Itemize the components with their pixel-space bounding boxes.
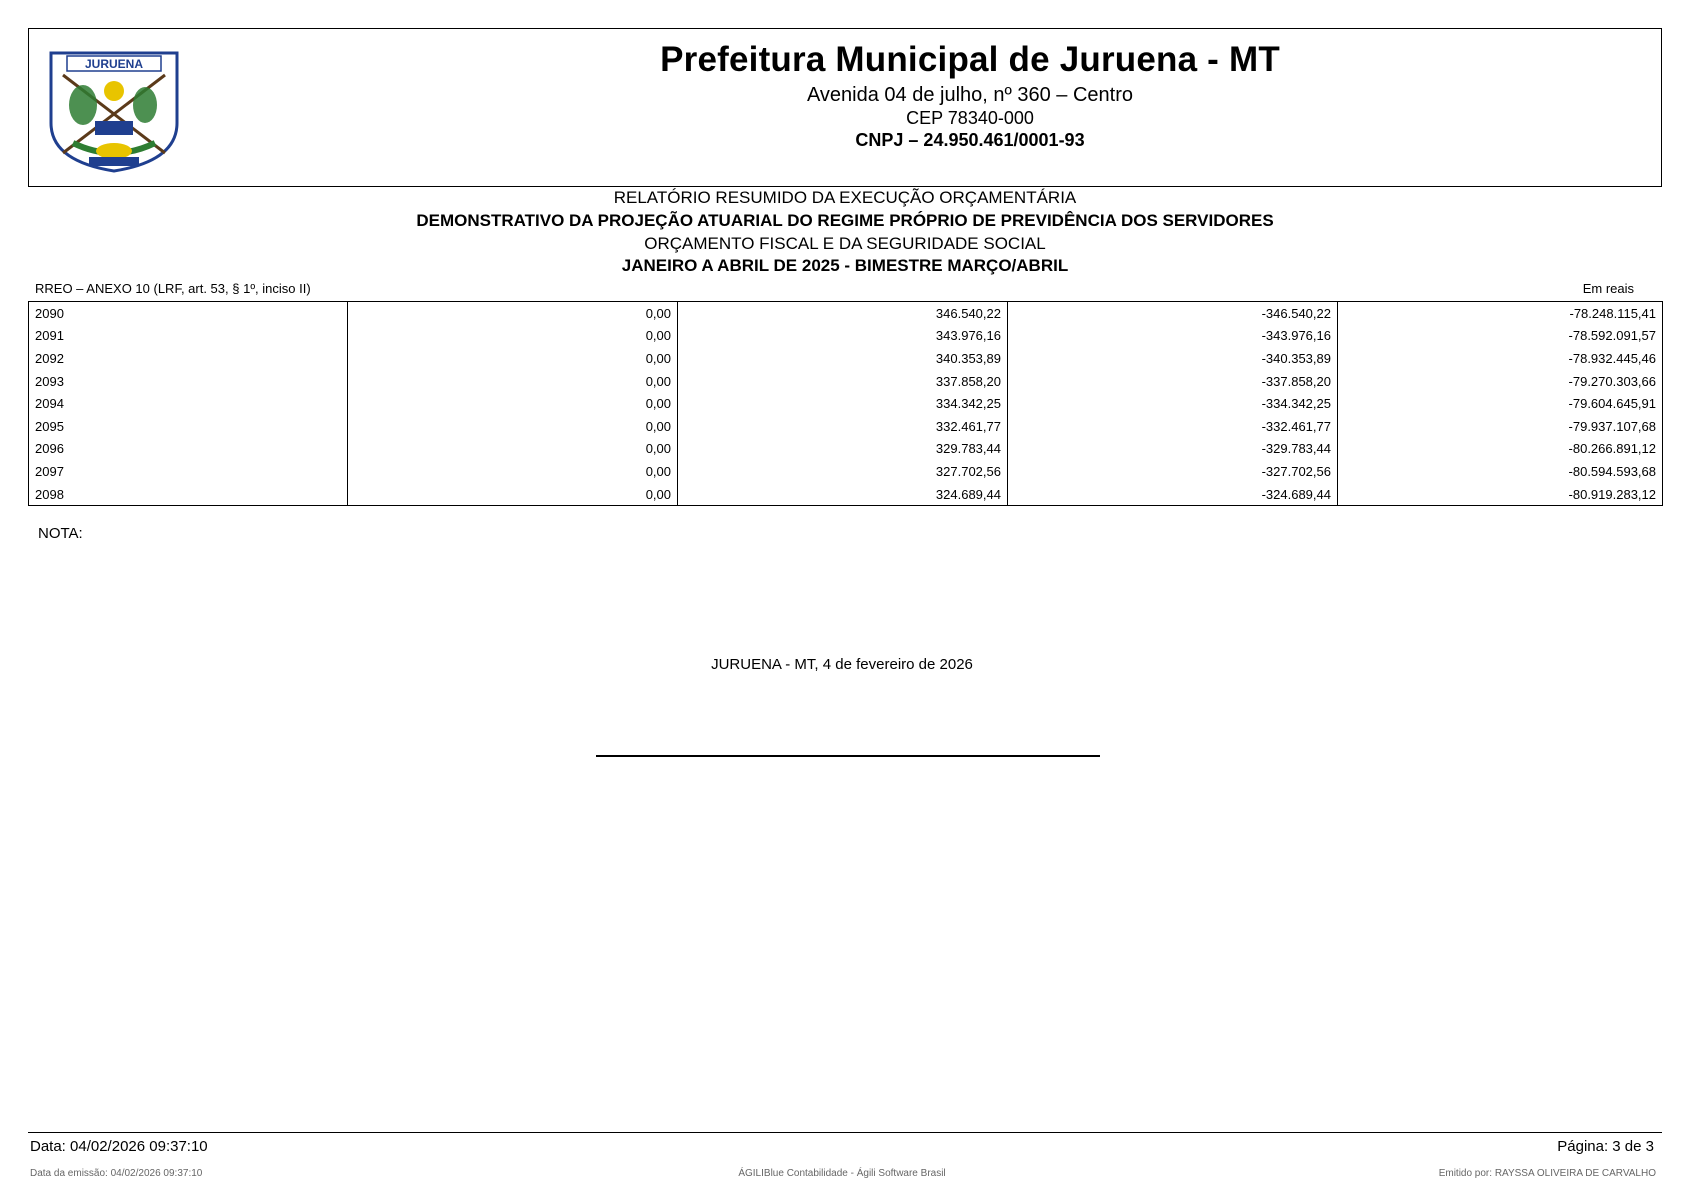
footer-divider bbox=[28, 1132, 1662, 1133]
value-cell: -337.858,20 bbox=[1008, 370, 1338, 393]
value-cell: 346.540,22 bbox=[678, 302, 1008, 325]
value-cell: 327.702,56 bbox=[678, 460, 1008, 483]
org-cnpj: CNPJ – 24.950.461/0001-93 bbox=[855, 130, 1085, 150]
issued-by: Emitido por: RAYSSA OLIVEIRA DE CARVALHO bbox=[1438, 1168, 1656, 1179]
software-credit: ÁGILIBlue Contabilidade - Ágili Software Brasil bbox=[738, 1168, 946, 1179]
value-cell: 0,00 bbox=[348, 370, 678, 393]
year-cell: 2092 bbox=[29, 347, 348, 370]
projection-table bbox=[28, 301, 1663, 506]
footer-date: Data: 04/02/2026 09:37:10 bbox=[30, 1138, 208, 1155]
value-cell: -80.919.283,12 bbox=[1338, 483, 1663, 506]
budget-scope: ORÇAMENTO FISCAL E DA SEGURIDADE SOCIAL bbox=[644, 234, 1046, 253]
value-cell: -78.932.445,46 bbox=[1338, 347, 1663, 370]
org-cep: CEP 78340-000 bbox=[906, 108, 1034, 128]
signature-line bbox=[596, 755, 1100, 757]
value-cell: -79.604.645,91 bbox=[1338, 392, 1663, 415]
value-cell: 343.976,16 bbox=[678, 325, 1008, 348]
value-cell: 0,00 bbox=[348, 415, 678, 438]
value-cell: -343.976,16 bbox=[1008, 325, 1338, 348]
table-row bbox=[29, 483, 1663, 506]
value-cell: 332.461,77 bbox=[678, 415, 1008, 438]
year-cell: 2094 bbox=[29, 392, 348, 415]
value-cell: 324.689,44 bbox=[678, 483, 1008, 506]
value-cell: -80.266.891,12 bbox=[1338, 438, 1663, 461]
value-cell: -340.353,89 bbox=[1008, 347, 1338, 370]
value-cell: 334.342,25 bbox=[678, 392, 1008, 415]
value-cell: 0,00 bbox=[348, 483, 678, 506]
year-cell: 2097 bbox=[29, 460, 348, 483]
annex-reference: RREO – ANEXO 10 (LRF, art. 53, § 1º, inciso II) bbox=[35, 281, 311, 296]
value-cell: -329.783,44 bbox=[1008, 438, 1338, 461]
report-period: JANEIRO A ABRIL DE 2025 - BIMESTRE MARÇO/ABRIL bbox=[621, 256, 1069, 275]
value-cell: 0,00 bbox=[348, 392, 678, 415]
value-cell: 337.858,20 bbox=[678, 370, 1008, 393]
table-row bbox=[29, 302, 1663, 325]
page-number: Página: 3 de 3 bbox=[1557, 1138, 1654, 1155]
currency-unit: Em reais bbox=[1582, 281, 1634, 296]
year-cell: 2093 bbox=[29, 370, 348, 393]
year-cell: 2098 bbox=[29, 483, 348, 506]
value-cell: -332.461,77 bbox=[1008, 415, 1338, 438]
value-cell: 0,00 bbox=[348, 438, 678, 461]
table-row bbox=[29, 370, 1663, 393]
value-cell: -80.594.593,68 bbox=[1338, 460, 1663, 483]
table-row bbox=[29, 438, 1663, 461]
value-cell: -78.592.091,57 bbox=[1338, 325, 1663, 348]
year-cell: 2095 bbox=[29, 415, 348, 438]
seal-text: JURUENA bbox=[84, 57, 144, 71]
table-row bbox=[29, 392, 1663, 415]
table-row bbox=[29, 460, 1663, 483]
year-cell: 2090 bbox=[29, 302, 348, 325]
emission-date: Data da emissão: 04/02/2026 09:37:10 bbox=[30, 1168, 203, 1179]
table-row bbox=[29, 347, 1663, 370]
org-address: Avenida 04 de julho, nº 360 – Centro bbox=[806, 84, 1134, 106]
value-cell: 0,00 bbox=[348, 460, 678, 483]
letterhead bbox=[28, 28, 1662, 187]
value-cell: 0,00 bbox=[348, 347, 678, 370]
value-cell: -79.937.107,68 bbox=[1338, 415, 1663, 438]
value-cell: -327.702,56 bbox=[1008, 460, 1338, 483]
nota-label: NOTA: bbox=[38, 525, 83, 542]
place-date: JURUENA - MT, 4 de fevereiro de 2026 bbox=[711, 656, 973, 673]
value-cell: 0,00 bbox=[348, 302, 678, 325]
value-cell: -78.248.115,41 bbox=[1338, 302, 1663, 325]
value-cell: -79.270.303,66 bbox=[1338, 370, 1663, 393]
value-cell: -324.689,44 bbox=[1008, 483, 1338, 506]
value-cell: -334.342,25 bbox=[1008, 392, 1338, 415]
org-name: Prefeitura Municipal de Juruena - MT bbox=[660, 40, 1280, 79]
value-cell: 329.783,44 bbox=[678, 438, 1008, 461]
report-title: RELATÓRIO RESUMIDO DA EXECUÇÃO ORÇAMENTÁRIA bbox=[613, 188, 1077, 207]
value-cell: 0,00 bbox=[348, 325, 678, 348]
report-subtitle: DEMONSTRATIVO DA PROJEÇÃO ATUARIAL DO REGIME PRÓPRIO DE PREVIDÊNCIA DOS SERVIDORES bbox=[416, 211, 1274, 230]
table-row bbox=[29, 415, 1663, 438]
table-row bbox=[29, 325, 1663, 348]
value-cell: -346.540,22 bbox=[1008, 302, 1338, 325]
year-cell: 2096 bbox=[29, 438, 348, 461]
value-cell: 340.353,89 bbox=[678, 347, 1008, 370]
year-cell: 2091 bbox=[29, 325, 348, 348]
